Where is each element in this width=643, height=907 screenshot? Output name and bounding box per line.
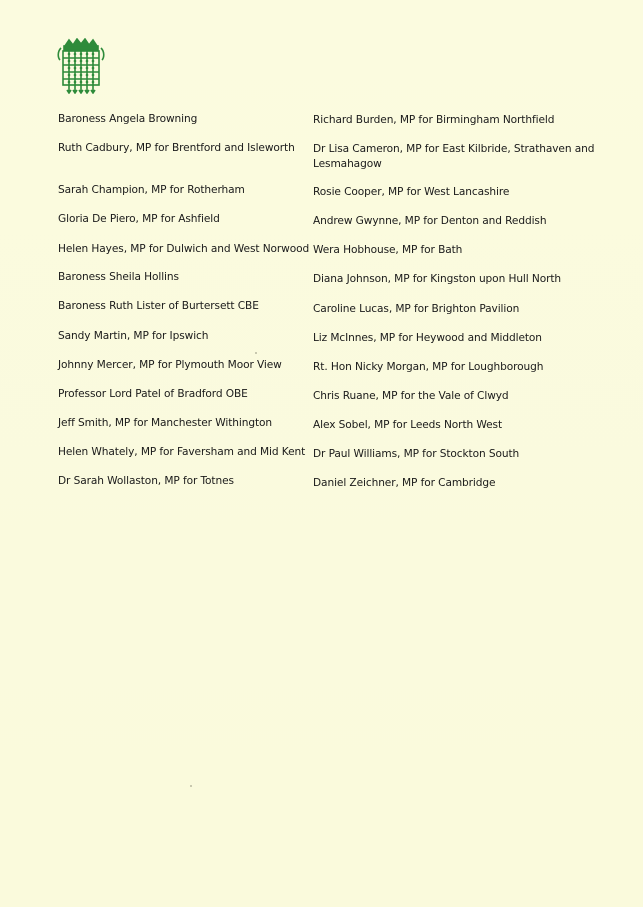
signatory: Helen Whately, MP for Faversham and Mid Kent (58, 446, 306, 458)
signatory: Sandy Martin, MP for Ipswich (58, 330, 209, 342)
signatory: Baroness Ruth Lister of Burtersett CBE (58, 300, 259, 312)
scan-speck (190, 785, 192, 787)
signatory: Dr Lisa Cameron, MP for East Kilbride, Strathaven and Lesmahagow (313, 143, 595, 170)
signatory: Sarah Champion, MP for Rotherham (58, 184, 245, 196)
signatory: Richard Burden, MP for Birmingham Northfield (313, 114, 555, 126)
signatory: Alex Sobel, MP for Leeds North West (313, 419, 503, 431)
signatory: Daniel Zeichner, MP for Cambridge (313, 477, 496, 489)
signatory: Jeff Smith, MP for Manchester Withington (58, 417, 272, 429)
signatory: Ruth Cadbury, MP for Brentford and Isleworth (58, 142, 295, 154)
signatory: Dr Paul Williams, MP for Stockton South (313, 448, 520, 460)
signatory: Caroline Lucas, MP for Brighton Pavilion (313, 303, 520, 315)
signatory: Professor Lord Patel of Bradford OBE (58, 388, 248, 400)
signatory: Rosie Cooper, MP for West Lancashire (313, 186, 510, 198)
signatory: Johnny Mercer, MP for Plymouth Moor View (58, 359, 282, 371)
signatory: Gloria De Piero, MP for Ashfield (58, 213, 220, 225)
scan-speck (255, 352, 257, 354)
signatory: Liz McInnes, MP for Heywood and Middleton (313, 332, 542, 344)
portcullis-icon (56, 38, 106, 94)
signatory: Chris Ruane, MP for the Vale of Clwyd (313, 390, 509, 402)
signatory: Baroness Sheila Hollins (58, 271, 179, 283)
signatory: Helen Hayes, MP for Dulwich and West Norwood (58, 243, 310, 255)
signatory: Andrew Gwynne, MP for Denton and Reddish (313, 215, 547, 227)
signatory: Rt. Hon Nicky Morgan, MP for Loughborough (313, 361, 544, 373)
signatory: Diana Johnson, MP for Kingston upon Hull North (313, 273, 562, 285)
signatory: Wera Hobhouse, MP for Bath (313, 244, 463, 256)
signatory: Dr Sarah Wollaston, MP for Totnes (58, 475, 234, 487)
signatory: Baroness Angela Browning (58, 113, 198, 125)
